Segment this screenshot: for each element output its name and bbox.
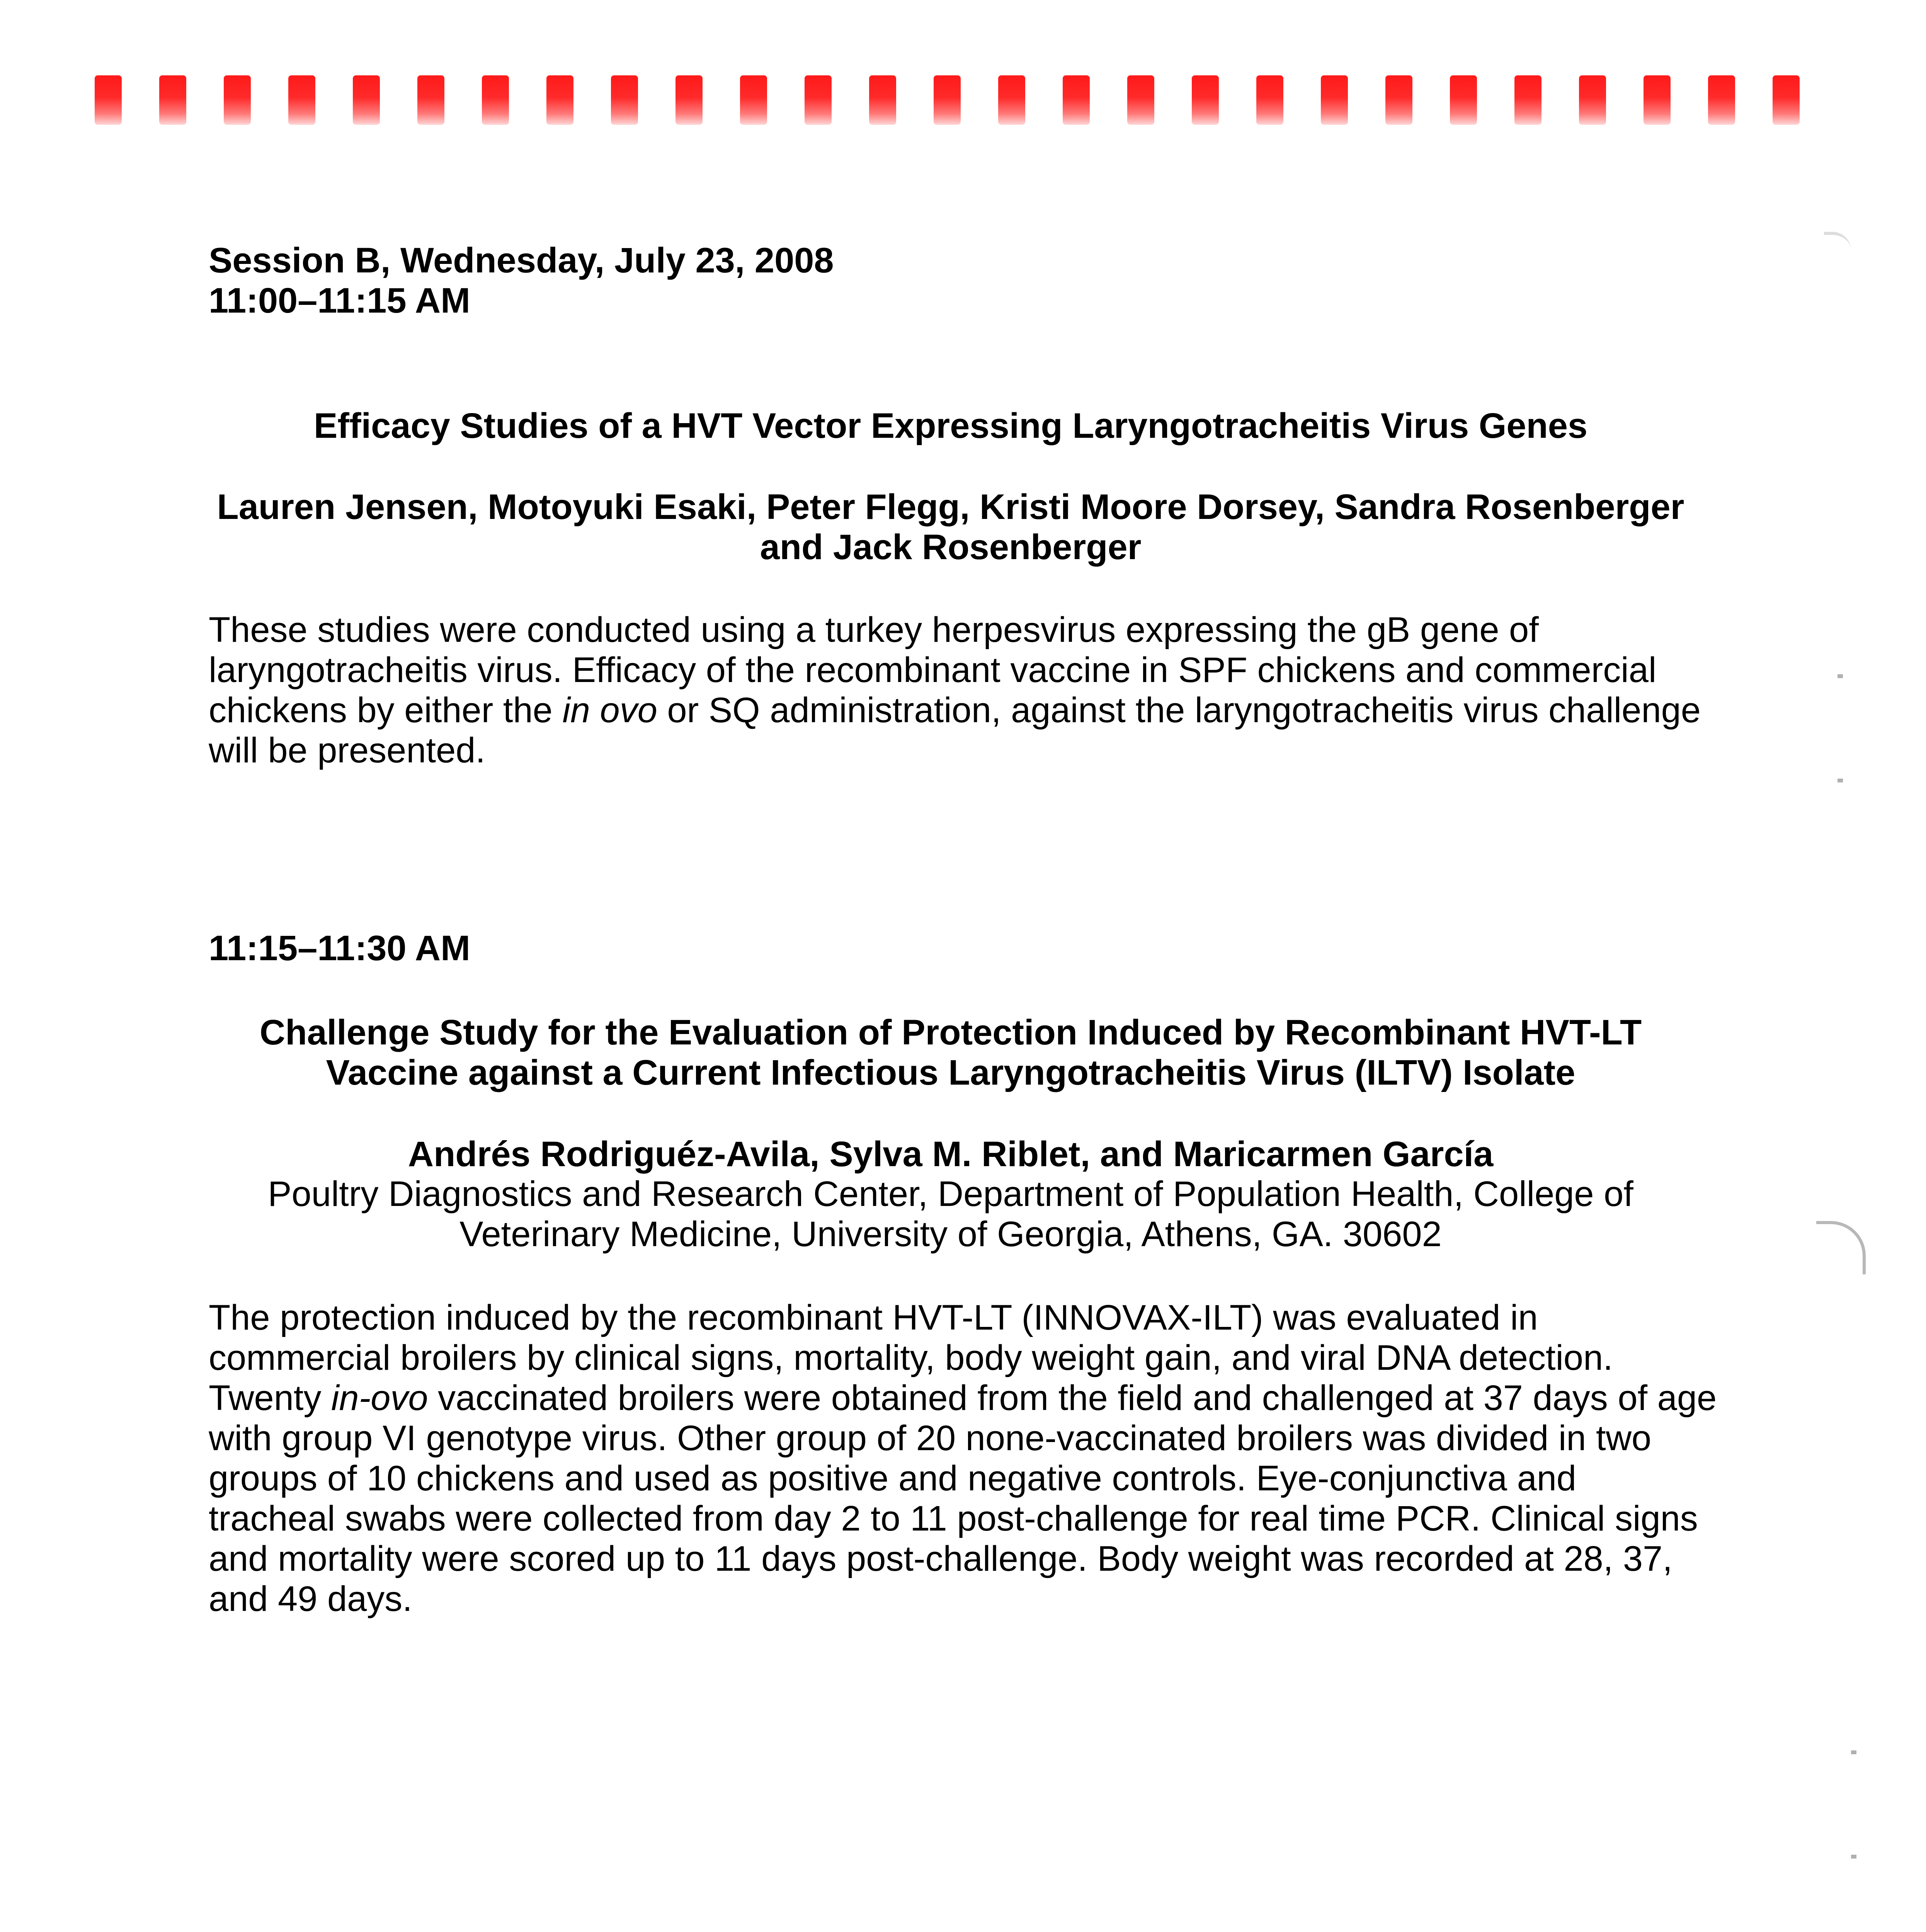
scan-mark (1838, 779, 1843, 782)
abstract2-affiliation-line1: Poultry Diagnostics and Research Center, Department of Population Health, College of (268, 1174, 1633, 1214)
red-tab-square (934, 75, 961, 125)
session-heading: Session B, Wednesday, July 23, 2008 (209, 241, 834, 280)
abstract2-body-italic: in-ovo (331, 1378, 428, 1418)
abstract2-title-line2: Vaccine against a Current Infectious Laryngotracheitis Virus (ILTV) Isolate (326, 1053, 1576, 1092)
red-tab-square (1321, 75, 1348, 125)
abstract1-authors-line2: and Jack Rosenberger (760, 527, 1142, 567)
time-slot-2: 11:15–11:30 AM (209, 929, 470, 968)
red-tab-square (417, 75, 444, 125)
abstract2-title (170, 1012, 1731, 1093)
abstract2-body-line (209, 1378, 1739, 1418)
red-tab-square (95, 75, 122, 125)
red-tab-square (1773, 75, 1800, 125)
scan-mark (1851, 1855, 1856, 1859)
abstract1-title: Efficacy Studies of a HVT Vector Expressing Laryngotracheitis Virus Genes (313, 406, 1588, 446)
abstract2-body-line: commercial broilers by clinical signs, mortality, body weight gain, and viral DNA detection. (209, 1338, 1613, 1378)
red-tab-square (1644, 75, 1671, 125)
abstract2-body-text: vaccinated broilers were obtained from the field and challenged at 37 days of age (428, 1378, 1717, 1418)
abstract2-body-line: and 49 days. (209, 1579, 412, 1619)
abstract1-body-text: chickens by either the (209, 690, 563, 730)
red-tab-square (1450, 75, 1477, 125)
red-tab-square (1256, 75, 1283, 125)
red-tab-square (675, 75, 703, 125)
red-tab-square (1514, 75, 1541, 125)
red-tab-square (159, 75, 186, 125)
binder-hole-artifact (1824, 232, 1851, 250)
red-tab-square (288, 75, 315, 125)
red-tab-square (353, 75, 380, 125)
red-tab-square (482, 75, 509, 125)
binder-hole-artifact (1816, 1221, 1866, 1274)
red-tab-square (224, 75, 251, 125)
abstract2-affiliation-line2: Veterinary Medicine, University of Georgia, Athens, GA. 30602 (459, 1214, 1442, 1254)
red-tab-square (1385, 75, 1412, 125)
abstract2-authors: Andrés Rodriguéz-Avila, Sylva M. Riblet, and Maricarmen García (408, 1134, 1494, 1174)
red-tab-square (546, 75, 573, 125)
abstract2-body-line: and mortality were scored up to 11 days post-challenge. Body weight was recorded at 28, 37, (209, 1539, 1672, 1578)
abstract2-body-line: tracheal swabs were collected from day 2 to 11 post-challenge for real time PCR. Clinical signs (209, 1499, 1698, 1538)
red-tab-square (1127, 75, 1154, 125)
red-tab-square (805, 75, 832, 125)
abstract2-body-line: The protection induced by the recombinant HVT-LT (INNOVAX-ILT) was evaluated in (209, 1298, 1538, 1337)
abstract2-body-text: Twenty (209, 1378, 332, 1418)
red-tab-square (1063, 75, 1090, 125)
abstract1-body-line: These studies were conducted using a turkey herpesvirus expressing the gB gene of (209, 610, 1539, 650)
red-tab-square (1579, 75, 1606, 125)
abstract1-body-line: laryngotracheitis virus. Efficacy of the recombinant vaccine in SPF chickens and commercial (209, 650, 1657, 690)
abstract2-body (209, 1298, 1739, 1619)
red-tab-square (1192, 75, 1219, 125)
abstract2-affiliation (170, 1174, 1731, 1254)
red-tab-square (740, 75, 767, 125)
abstract2-body-line: with group VI genotype virus. Other group of 20 none-vaccinated broilers was divided in two (209, 1418, 1652, 1458)
red-tab-square (611, 75, 638, 125)
red-tab-square (998, 75, 1025, 125)
abstract1-authors-line1: Lauren Jensen, Motoyuki Esaki, Peter Flegg, Kristi Moore Dorsey, Sandra Rosenberger (217, 487, 1684, 527)
abstract1-body (209, 610, 1739, 770)
abstract1-body-line (209, 690, 1739, 730)
abstract2-title-line1: Challenge Study for the Evaluation of Protection Induced by Recombinant HVT-LT (259, 1013, 1642, 1052)
time-slot-1: 11:00–11:15 AM (209, 281, 470, 320)
red-tab-square (869, 75, 896, 125)
scan-mark (1851, 1750, 1856, 1754)
abstract1-body-line: will be presented. (209, 731, 485, 770)
abstract1-body-text: or SQ administration, against the laryngotracheitis virus challenge (657, 690, 1701, 730)
abstract1-body-italic: in ovo (562, 690, 657, 730)
red-tab-band (0, 0, 1926, 155)
abstract1-authors (170, 487, 1731, 567)
red-tab-square (1708, 75, 1735, 125)
abstract2-body-line: groups of 10 chickens and used as positive and negative controls. Eye-conjunctiva and (209, 1459, 1577, 1498)
scan-mark (1838, 674, 1843, 678)
